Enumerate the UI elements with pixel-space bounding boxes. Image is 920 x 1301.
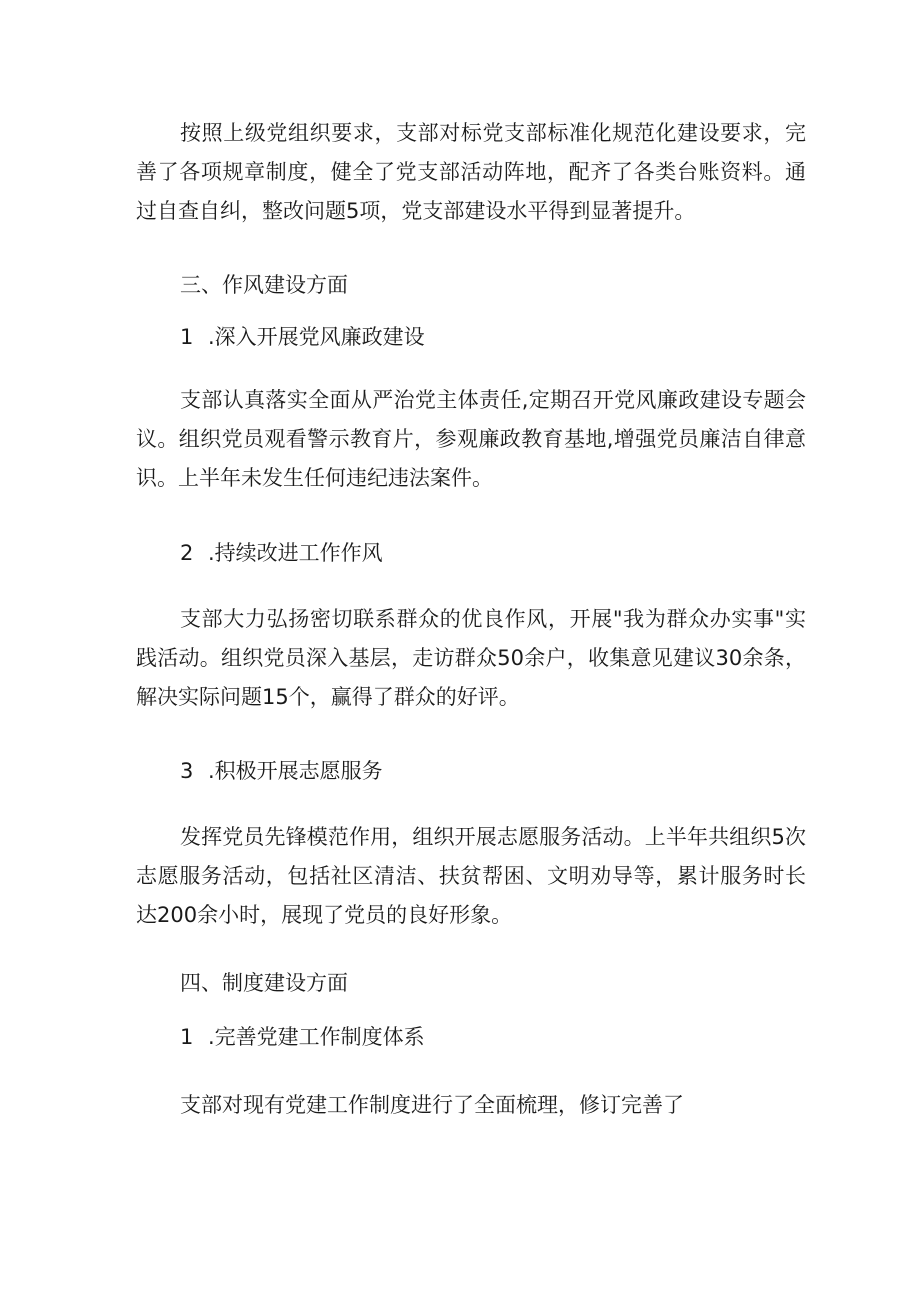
paragraph-standardization: 按照上级党组织要求，支部对标党支部标准化规范化建设要求，完善了各项规章制度，健全了党支部活动阵地，配齐了各类台账资料。通过自查自纠，整改问题5项，党支部建设水平得到显著提升。 [136, 121, 806, 223]
item-number: 3 [180, 759, 194, 783]
paragraph-institution-system: 支部对现有党建工作制度进行了全面梳理，修订完善了 [180, 1093, 684, 1117]
section-four-heading: 四、制度建设方面 [180, 971, 348, 995]
item-heading-party-conduct [180, 318, 780, 357]
item-title: .深入开展党风廉政建设 [208, 325, 425, 349]
paragraph-party-conduct: 支部认真落实全面从严治党主体责任,定期召开党风廉政建设专题会议。组织党员观看警示教育片，参观廉政教育基地,增强党员廉洁自律意识。上半年未发生任何违纪违法案件。 [136, 388, 806, 490]
paragraph-volunteer: 发挥党员先锋模范作用，组织开展志愿服务活动。上半年共组织5次志愿服务活动，包括社区清洁、扶贫帮困、文明劝导等，累计服务时长达200余小时，展现了党员的良好形象。 [136, 825, 806, 927]
item-number: 1 [180, 325, 194, 349]
item-heading-volunteer [180, 752, 780, 791]
item-title: .完善党建工作制度体系 [208, 1025, 425, 1049]
item-heading-institution-system [180, 1018, 780, 1057]
item-number: 1 [180, 1025, 194, 1049]
section-three-heading: 三、作风建设方面 [180, 273, 348, 297]
item-heading-work-style [180, 534, 780, 573]
item-number: 2 [180, 541, 194, 565]
paragraph-work-style: 支部大力弘扬密切联系群众的优良作风，开展"我为群众办实事"实践活动。组织党员深入基层，走访群众50余户，收集意见建议30余条，解决实际问题15个，赢得了群众的好评。 [136, 607, 806, 709]
item-title: .积极开展志愿服务 [208, 759, 383, 783]
item-title: .持续改进工作作风 [208, 541, 383, 565]
